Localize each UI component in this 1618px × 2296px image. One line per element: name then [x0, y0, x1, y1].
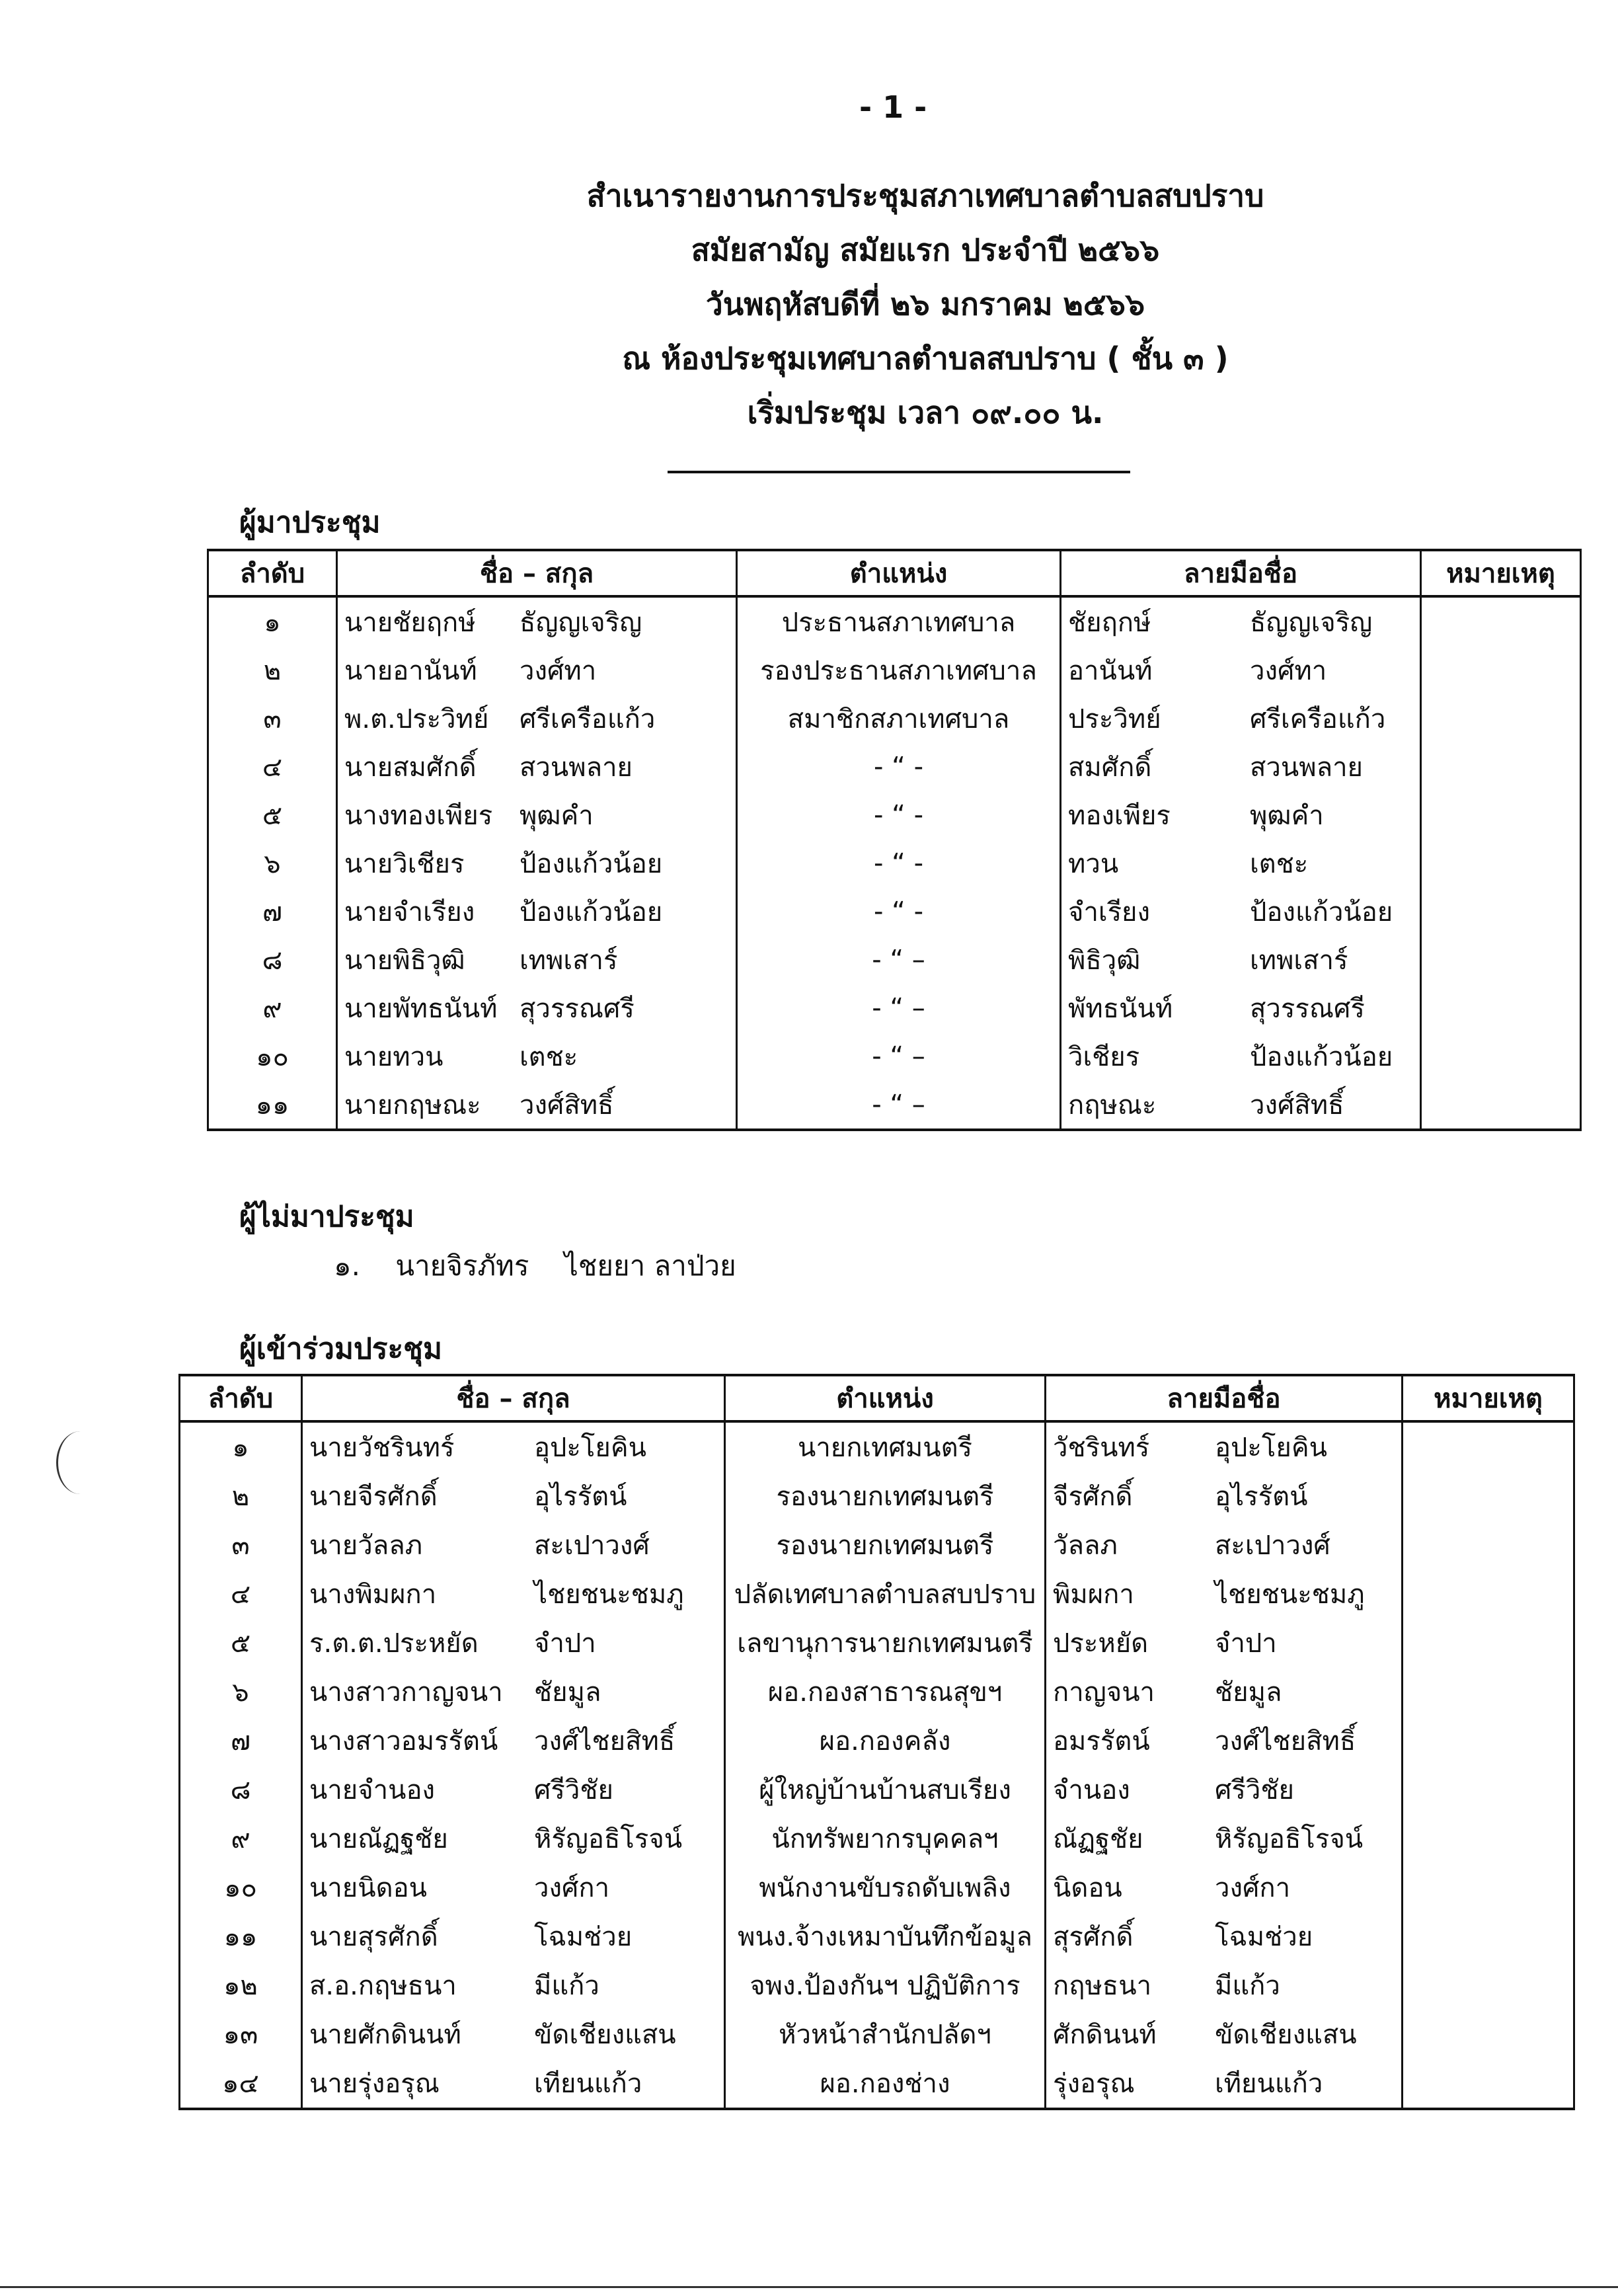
last-name: ชัยมูล: [534, 1677, 601, 1708]
signature-first: ศักดินนท์: [1053, 2020, 1157, 2050]
margin-bracket-mark: [56, 1431, 104, 1494]
present-table-header: [208, 550, 1581, 596]
name-cell: [302, 1814, 725, 1863]
position-cell: - “ -: [737, 839, 1061, 887]
remark-cell: [1403, 1618, 1574, 1667]
table-row: [180, 1912, 1574, 1961]
first-name: ร.ต.ต.ประหยัด: [309, 1628, 479, 1659]
document-header: [463, 169, 1388, 440]
row-number: ๑: [180, 1421, 302, 1472]
remark-cell: [1403, 1521, 1574, 1569]
remark-cell: [1421, 1080, 1581, 1130]
signature-cell: [1046, 1667, 1403, 1716]
last-name: วงศ์สิทธิ์: [520, 1089, 614, 1121]
signature-first: พิมผกา: [1053, 1579, 1134, 1610]
name-cell: [337, 646, 737, 694]
remark-cell: [1403, 1569, 1574, 1618]
remark-cell: [1403, 2059, 1574, 2109]
signature-last: โฉมช่วย: [1215, 1922, 1313, 1952]
column-header-signature: ลายมือชื่อ: [1046, 1375, 1403, 1421]
last-name: โฉมช่วย: [534, 1922, 633, 1952]
signature-last: เทียนแก้ว: [1215, 2069, 1323, 2099]
name-cell: [302, 1961, 725, 2010]
column-header-remark: หมายเหตุ: [1421, 550, 1581, 596]
position-cell: - “ -: [737, 742, 1061, 791]
table-row: [180, 1814, 1574, 1863]
absent-entry-first-name: นายจิรภัทร: [395, 1249, 529, 1282]
signature-last: สุวรรณศรี: [1250, 993, 1365, 1024]
header-divider: [668, 471, 1130, 473]
first-name: นางทองเพียร: [344, 800, 493, 831]
name-cell: [337, 887, 737, 935]
signature-cell: [1061, 935, 1421, 984]
signature-cell: [1046, 1618, 1403, 1667]
last-name: ขัดเชียงแสน: [534, 2020, 676, 2050]
signature-cell: [1061, 1080, 1421, 1130]
last-name: ป้องแก้วน้อย: [520, 896, 663, 928]
column-header-remark: หมายเหตุ: [1403, 1375, 1574, 1421]
signature-last: อุไรรัตน์: [1215, 1482, 1308, 1512]
signature-first: ประหยัด: [1053, 1628, 1149, 1659]
last-name: ศรีวิชัย: [534, 1775, 613, 1805]
position-cell: - “ –: [737, 984, 1061, 1032]
page-number: - 1 -: [859, 89, 927, 125]
last-name: อุปะโยคิน: [534, 1433, 646, 1463]
position-cell: ผอ.กองช่าง: [725, 2059, 1046, 2109]
table-row: [208, 791, 1581, 839]
position-cell: นายกเทศมนตรี: [725, 1421, 1046, 1472]
remark-cell: [1421, 1032, 1581, 1080]
name-cell: [302, 1569, 725, 1618]
table-row: [208, 742, 1581, 791]
signature-cell: [1061, 596, 1421, 646]
last-name: หิรัญอธิโรจน์: [534, 1824, 683, 1854]
first-name: นายณัฏฐชัย: [309, 1824, 448, 1854]
signature-last: ไชยชนะชมภู: [1215, 1579, 1365, 1610]
signature-cell: [1046, 1521, 1403, 1569]
row-number: ๙: [208, 984, 337, 1032]
first-name: นายพิธิวุฒิ: [344, 945, 465, 976]
table-row: [180, 2010, 1574, 2059]
remark-cell: [1421, 596, 1581, 646]
signature-last: วงศ์ทา: [1250, 655, 1327, 686]
row-number: ๑๒: [180, 1961, 302, 2010]
first-name: นายนิดอน: [309, 1873, 427, 1903]
present-section-label: ผู้มาประชุม: [239, 506, 381, 539]
remark-cell: [1403, 1814, 1574, 1863]
position-cell: สมาชิกสภาเทศบาล: [737, 694, 1061, 742]
table-row: [208, 646, 1581, 694]
name-cell: [302, 1863, 725, 1912]
table-row: [180, 1569, 1574, 1618]
row-number: ๗: [208, 887, 337, 935]
row-number: ๓: [208, 694, 337, 742]
signature-first: วิเชียร: [1068, 1041, 1140, 1072]
first-name: นายอานันท์: [344, 655, 477, 686]
column-header-name: ชื่อ – สกุล: [337, 550, 737, 596]
position-cell: ผอ.กองสาธารณสุขฯ: [725, 1667, 1046, 1716]
first-name: นายจำนอง: [309, 1775, 436, 1805]
signature-last: ป้องแก้วน้อย: [1250, 1041, 1393, 1072]
position-cell: ผอ.กองคลัง: [725, 1716, 1046, 1765]
signature-cell: [1061, 1032, 1421, 1080]
column-header-no: ลำดับ: [180, 1375, 302, 1421]
first-name: นายวัชรินทร์: [309, 1433, 455, 1463]
signature-last: ขัดเชียงแสน: [1215, 2020, 1357, 2050]
row-number: ๑๐: [208, 1032, 337, 1080]
row-number: ๘: [180, 1765, 302, 1814]
remark-cell: [1403, 1472, 1574, 1521]
name-cell: [302, 2010, 725, 2059]
name-cell: [337, 1080, 737, 1130]
remark-cell: [1403, 1716, 1574, 1765]
last-name: เตชะ: [520, 1041, 578, 1072]
table-row: [208, 1080, 1581, 1130]
signature-last: สวนพลาย: [1250, 752, 1363, 783]
signature-cell: [1046, 1716, 1403, 1765]
remark-cell: [1403, 1667, 1574, 1716]
absent-section-label: ผู้ไม่มาประชุม: [239, 1200, 414, 1234]
first-name: นายทวน: [344, 1041, 443, 1072]
last-name: วงศ์กา: [534, 1873, 610, 1903]
remark-cell: [1403, 2010, 1574, 2059]
signature-cell: [1046, 2010, 1403, 2059]
signature-last: ชัยมูล: [1215, 1677, 1282, 1708]
signature-first: รุ่งอรุณ: [1053, 2069, 1135, 2099]
position-cell: พนง.จ้างเหมาบันทึกข้อมูล: [725, 1912, 1046, 1961]
column-header-name: ชื่อ – สกุล: [302, 1375, 725, 1421]
signature-last: เทพเสาร์: [1250, 945, 1348, 976]
signature-first: ประวิทย์: [1068, 703, 1161, 734]
last-name: มีแก้ว: [534, 1971, 599, 2001]
position-cell: หัวหน้าสำนักปลัดฯ: [725, 2010, 1046, 2059]
last-name: จำปา: [534, 1628, 596, 1659]
table-row: [208, 596, 1581, 646]
first-name: พ.ต.ประวิทย์: [344, 703, 489, 734]
signature-cell: [1046, 1863, 1403, 1912]
signature-last: มีแก้ว: [1215, 1971, 1280, 2001]
last-name: พุฒคำ: [520, 800, 594, 831]
first-name: นายวิเชียร: [344, 848, 465, 879]
table-row: [180, 2059, 1574, 2109]
row-number: ๖: [180, 1667, 302, 1716]
signature-first: วัชรินทร์: [1053, 1433, 1150, 1463]
column-header-signature: ลายมือชื่อ: [1061, 550, 1421, 596]
signature-last: สะเปาวงศ์: [1215, 1530, 1330, 1561]
signature-cell: [1046, 1814, 1403, 1863]
table-row: [180, 1521, 1574, 1569]
first-name: นายพัทธนันท์: [344, 993, 498, 1024]
last-name: เทพเสาร์: [520, 945, 618, 976]
first-name: ส.อ.กฤษธนา: [309, 1971, 457, 2001]
last-name: สุวรรณศรี: [520, 993, 635, 1024]
first-name: นายสุรศักดิ์: [309, 1922, 438, 1952]
remark-cell: [1421, 984, 1581, 1032]
signature-last: พุฒคำ: [1250, 800, 1324, 831]
position-cell: ปลัดเทศบาลตำบลสบปราบ: [725, 1569, 1046, 1618]
signature-last: อุปะโยคิน: [1215, 1433, 1327, 1463]
signature-last: เตชะ: [1250, 848, 1309, 879]
signature-cell: [1061, 887, 1421, 935]
name-cell: [337, 791, 737, 839]
position-cell: รองนายกเทศมนตรี: [725, 1521, 1046, 1569]
signature-cell: [1046, 1472, 1403, 1521]
remark-cell: [1403, 1912, 1574, 1961]
table-row: [180, 1961, 1574, 2010]
row-number: ๑: [208, 596, 337, 646]
signature-first: วัลลภ: [1053, 1530, 1118, 1561]
position-cell: รองนายกเทศมนตรี: [725, 1472, 1046, 1521]
signature-last: ศรีวิชัย: [1215, 1775, 1294, 1805]
signature-last: หิรัญอธิโรจน์: [1215, 1824, 1364, 1854]
signature-first: กฤษณะ: [1068, 1089, 1157, 1121]
remark-cell: [1421, 646, 1581, 694]
remark-cell: [1403, 1421, 1574, 1472]
first-name: นางสาวอมรรัตน์: [309, 1726, 498, 1757]
row-number: ๑๑: [180, 1912, 302, 1961]
signature-first: นิดอน: [1053, 1873, 1122, 1903]
header-date: วันพฤหัสบดีที่ ๒๖ มกราคม ๒๕๖๖: [705, 286, 1145, 322]
table-row: [180, 1765, 1574, 1814]
signature-first: สุรศักดิ์: [1053, 1922, 1134, 1952]
table-row: [208, 839, 1581, 887]
table-row: [208, 935, 1581, 984]
remark-cell: [1403, 1765, 1574, 1814]
first-name: นางสาวกาญจนา: [309, 1677, 503, 1708]
table-row: [180, 1667, 1574, 1716]
signature-first: ทวน: [1068, 848, 1119, 879]
first-name: นายจีรศักดิ์: [309, 1482, 438, 1512]
first-name: นางพิมผกา: [309, 1579, 437, 1610]
header-venue: ณ ห้องประชุมเทศบาลตำบลสบปราบ ( ชั้น ๓ ): [622, 340, 1229, 376]
row-number: ๕: [180, 1618, 302, 1667]
header-title: สำเนารายงานการประชุมสภาเทศบาลตำบลสบปราบ: [586, 178, 1264, 214]
absent-entry-no: ๑.: [334, 1249, 361, 1282]
position-cell: - “ –: [737, 1080, 1061, 1130]
signature-first: กาญจนา: [1053, 1677, 1155, 1708]
name-cell: [337, 1032, 737, 1080]
signature-cell: [1046, 1421, 1403, 1472]
header-start-time: เริ่มประชุม เวลา ๐๙.๐๐ น.: [747, 395, 1104, 430]
signature-first: อมรรัตน์: [1053, 1726, 1150, 1757]
position-cell: พนักงานขับรถดับเพลิง: [725, 1863, 1046, 1912]
remark-cell: [1421, 694, 1581, 742]
first-name: นายรุ่งอรุณ: [309, 2069, 440, 2099]
name-cell: [337, 984, 737, 1032]
absent-entry: [334, 1244, 763, 1288]
last-name: เทียนแก้ว: [534, 2069, 642, 2099]
attendees-table: [178, 1374, 1575, 2110]
row-number: ๑๑: [208, 1080, 337, 1130]
first-name: นายกฤษณะ: [344, 1089, 481, 1121]
position-cell: - “ -: [737, 887, 1061, 935]
name-cell: [302, 1667, 725, 1716]
table-row: [208, 1032, 1581, 1080]
column-header-no: ลำดับ: [208, 550, 337, 596]
absent-entry-last-name: ไชยยา ลาป่วย: [564, 1249, 736, 1282]
remark-cell: [1421, 887, 1581, 935]
name-cell: [302, 2059, 725, 2109]
first-name: นายจำเรียง: [344, 896, 475, 928]
name-cell: [302, 1765, 725, 1814]
table-row: [208, 887, 1581, 935]
signature-first: พัทธนันท์: [1068, 993, 1173, 1024]
signature-first: จีรศักดิ์: [1053, 1482, 1133, 1512]
table-row: [180, 1716, 1574, 1765]
signature-cell: [1061, 984, 1421, 1032]
row-number: ๑๐: [180, 1863, 302, 1912]
row-number: ๗: [180, 1716, 302, 1765]
table-row: [180, 1863, 1574, 1912]
name-cell: [337, 935, 737, 984]
signature-last: จำปา: [1215, 1628, 1277, 1659]
signature-last: วงศ์สิทธิ์: [1250, 1089, 1344, 1121]
position-cell: - “ –: [737, 935, 1061, 984]
column-header-position: ตำแหน่ง: [737, 550, 1061, 596]
attendees-table-header: [180, 1375, 1574, 1421]
signature-cell: [1046, 2059, 1403, 2109]
remark-cell: [1421, 935, 1581, 984]
remark-cell: [1421, 742, 1581, 791]
signature-first: อานันท์: [1068, 655, 1153, 686]
signature-cell: [1061, 791, 1421, 839]
last-name: ธัญญเจริญ: [520, 607, 642, 638]
attendees-section-label: ผู้เข้าร่วมประชุม: [239, 1332, 443, 1366]
row-number: ๙: [180, 1814, 302, 1863]
name-cell: [337, 839, 737, 887]
position-cell: - “ –: [737, 1032, 1061, 1080]
row-number: ๔: [180, 1569, 302, 1618]
table-row: [180, 1421, 1574, 1472]
signature-cell: [1046, 1569, 1403, 1618]
name-cell: [302, 1716, 725, 1765]
name-cell: [302, 1618, 725, 1667]
table-row: [208, 984, 1581, 1032]
signature-cell: [1046, 1961, 1403, 2010]
row-number: ๖: [208, 839, 337, 887]
signature-cell: [1061, 694, 1421, 742]
signature-last: วงศ์กา: [1215, 1873, 1291, 1903]
name-cell: [302, 1421, 725, 1472]
position-cell: นักทรัพยากรบุคคลฯ: [725, 1814, 1046, 1863]
last-name: สะเปาวงศ์: [534, 1530, 650, 1561]
table-row: [208, 694, 1581, 742]
page-bottom-edge: [0, 2286, 1618, 2288]
table-row: [180, 1618, 1574, 1667]
position-cell: - “ -: [737, 791, 1061, 839]
row-number: ๑๔: [180, 2059, 302, 2109]
remark-cell: [1403, 1961, 1574, 2010]
signature-cell: [1061, 646, 1421, 694]
name-cell: [337, 742, 737, 791]
header-session: สมัยสามัญ สมัยแรก ประจำปี ๒๕๖๖: [691, 232, 1160, 268]
row-number: ๓: [180, 1521, 302, 1569]
last-name: วงศ์ไชยสิทธิ์: [534, 1726, 675, 1757]
row-number: ๒: [208, 646, 337, 694]
first-name: นายชัยฤกษ์: [344, 607, 476, 638]
position-cell: เลขานุการนายกเทศมนตรี: [725, 1618, 1046, 1667]
name-cell: [302, 1521, 725, 1569]
first-name: นายศักดินนท์: [309, 2020, 461, 2050]
signature-last: ศรีเครือแก้ว: [1250, 703, 1386, 734]
last-name: ป้องแก้วน้อย: [520, 848, 663, 879]
present-table: [207, 549, 1582, 1131]
signature-cell: [1061, 742, 1421, 791]
signature-last: ธัญญเจริญ: [1250, 607, 1373, 638]
signature-first: จำนอง: [1053, 1775, 1130, 1805]
column-header-position: ตำแหน่ง: [725, 1375, 1046, 1421]
position-cell: ผู้ใหญ่บ้านบ้านสบเรียง: [725, 1765, 1046, 1814]
row-number: ๕: [208, 791, 337, 839]
remark-cell: [1421, 839, 1581, 887]
position-cell: จพง.ป้องกันฯ ปฏิบัติการ: [725, 1961, 1046, 2010]
first-name: นายสมศักดิ์: [344, 752, 477, 783]
signature-first: ทองเพียร: [1068, 800, 1171, 831]
row-number: ๒: [180, 1472, 302, 1521]
signature-cell: [1046, 1912, 1403, 1961]
signature-first: ณัฏฐชัย: [1053, 1824, 1143, 1854]
signature-last: ป้องแก้วน้อย: [1250, 896, 1393, 928]
first-name: นายวัลลภ: [309, 1530, 423, 1561]
name-cell: [337, 596, 737, 646]
signature-cell: [1061, 839, 1421, 887]
last-name: ไชยชนะชมภู: [534, 1579, 684, 1610]
row-number: ๔: [208, 742, 337, 791]
name-cell: [337, 694, 737, 742]
table-row: [180, 1472, 1574, 1521]
remark-cell: [1403, 1863, 1574, 1912]
signature-first: ชัยฤกษ์: [1068, 607, 1151, 638]
last-name: อุไรรัตน์: [534, 1482, 627, 1512]
signature-last: วงศ์ไชยสิทธิ์: [1215, 1726, 1356, 1757]
position-cell: รองประธานสภาเทศบาล: [737, 646, 1061, 694]
signature-first: กฤษธนา: [1053, 1971, 1152, 2001]
signature-first: พิธิวุฒิ: [1068, 945, 1141, 976]
name-cell: [302, 1912, 725, 1961]
name-cell: [302, 1472, 725, 1521]
signature-first: จำเรียง: [1068, 896, 1151, 928]
row-number: ๘: [208, 935, 337, 984]
signature-cell: [1046, 1765, 1403, 1814]
remark-cell: [1421, 791, 1581, 839]
signature-first: สมศักดิ์: [1068, 752, 1152, 783]
row-number: ๑๓: [180, 2010, 302, 2059]
last-name: ศรีเครือแก้ว: [520, 703, 656, 734]
last-name: วงศ์ทา: [520, 655, 597, 686]
position-cell: ประธานสภาเทศบาล: [737, 596, 1061, 646]
last-name: สวนพลาย: [520, 752, 633, 783]
